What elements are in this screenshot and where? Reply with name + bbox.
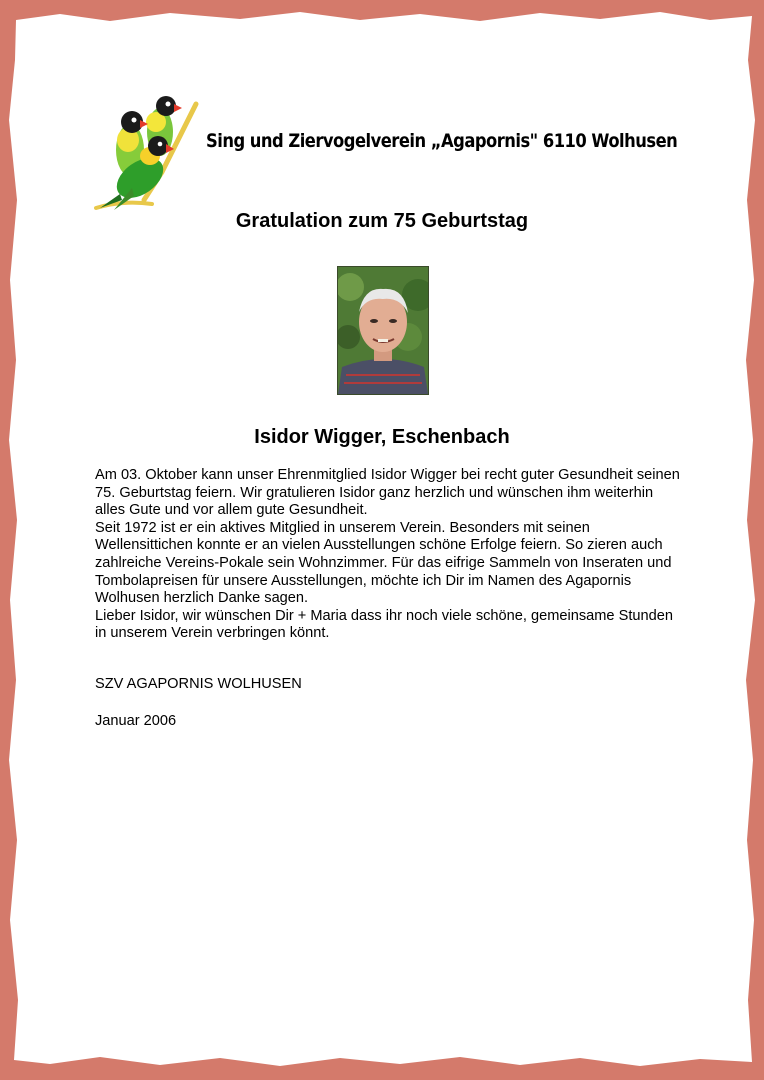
paragraph: Seit 1972 ist er ein aktives Mitglied in unserem Verein. Besonders mit seinen Wellensittichen konnte er an vielen Ausstellungen schöne Erfolge feiern. So zieren auch zahlreiche Vereins-Pokale sein Wohnzimmer. Für das eifrige Sammeln von Inseraten und Tombolapreisen für unsere Ausstellungen, möchte ich Dir im Namen des Agapornis Wolhusen herzlich Danke sagen. bbox=[95, 519, 672, 607]
org-title: Sing und Ziervogelverein „Agapornis" 6110 Wolhusen bbox=[206, 130, 678, 152]
lovebirds-logo-icon bbox=[92, 92, 202, 214]
paragraph: Am 03. Oktober kann unser Ehrenmitglied Isidor Wigger bei recht guter Gesundheit seinen 75. Geburtstag feiern. Wir gratulieren Isidor ganz herzlich und wünschen ihm weiterhin alles Gute und vor allem gute Gesundheit. bbox=[95, 467, 680, 519]
paragraph: Lieber Isidor, wir wünschen Dir + Maria dass ihr noch viele schöne, gemeinsame Stunden in unserem Verein verbringen könnt. bbox=[95, 607, 673, 642]
signature: SZV AGAPORNIS WOLHUSEN bbox=[95, 676, 302, 692]
date: Januar 2006 bbox=[95, 713, 177, 729]
portrait-photo bbox=[337, 266, 429, 395]
portrait-photo-icon bbox=[338, 267, 428, 394]
person-name: Isidor Wigger, Eschenbach bbox=[254, 426, 510, 448]
letter-body bbox=[95, 467, 680, 643]
congrats-title: Gratulation zum 75 Geburtstag bbox=[235, 210, 529, 232]
